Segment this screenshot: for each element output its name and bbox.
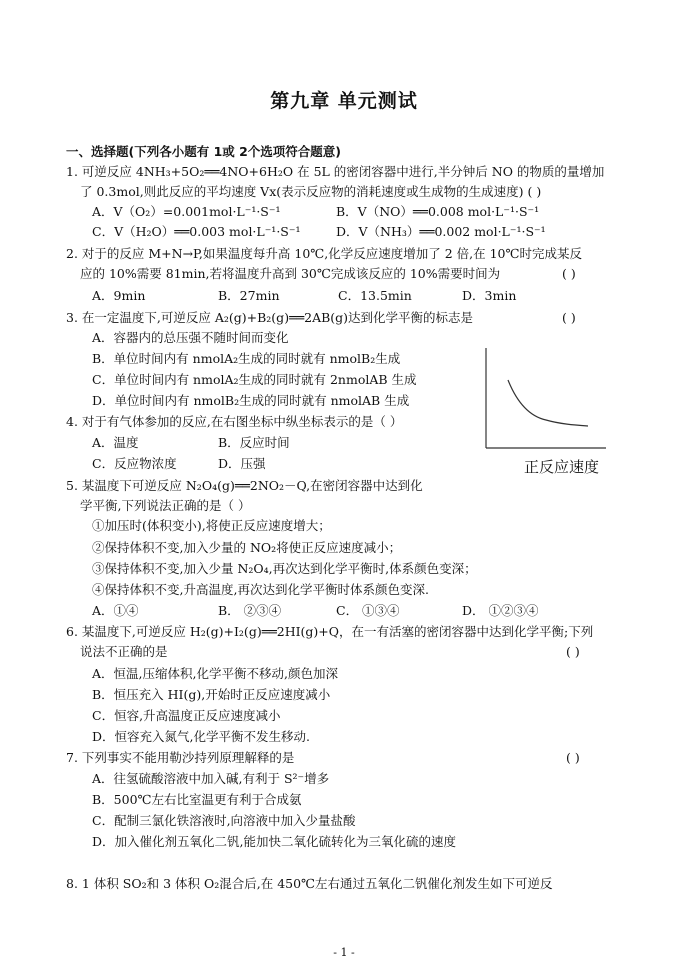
question-7-line-1: 7. 下列事实不能用勒沙持列原理解释的是 <box>66 750 295 765</box>
question-6-line-1: 6. 某温度下,可逆反应 H₂(g)+I₂(g)══2HI(g)+Q，在一有活塞的密闭容器中达到化学平衡;下列 <box>66 624 594 639</box>
rate-graph <box>478 344 608 456</box>
question-6-option-d: D．恒容充入氮气,化学平衡不发生移动. <box>92 729 310 744</box>
question-5-statement-3: ③保持体积不变,加入少量 N₂O₄,再次达到化学平衡时,体系颜色变深； <box>92 561 477 576</box>
question-5-option-b: B． ②③④ <box>218 603 282 618</box>
question-3-option-a: A．容器内的总压强不随时间而变化 <box>92 330 289 345</box>
graph-curve <box>508 380 588 426</box>
question-2-answer-paren: ( ) <box>562 266 576 281</box>
question-4-line-1: 4. 对于有气体参加的反应,在右图坐标中纵坐标表示的是（ ） <box>66 414 403 429</box>
question-2-option-d: D．3min <box>462 288 517 303</box>
question-6-option-a: A．恒温,压缩体积,化学平衡不移动,颜色加深 <box>92 666 338 681</box>
question-3-option-b: B．单位时间内有 nmolA₂生成的同时就有 nmolB₂生成 <box>92 351 401 366</box>
question-7-option-d: D．加入催化剂五氧化二钒,能加快二氧化硫转化为三氧化硫的速度 <box>92 834 456 849</box>
question-4-option-c: C．反应物浓度 <box>92 456 177 471</box>
question-5-option-d: D． ①②③④ <box>462 603 539 618</box>
question-4-option-a: A．温度 <box>92 435 139 450</box>
question-1-option-d: D．V（NH₃）══0.002 mol·L⁻¹·S⁻¹ <box>336 224 546 239</box>
question-3-option-c: C．单位时间内有 nmolA₂生成的同时就有 2nmolAB 生成 <box>92 372 417 387</box>
question-5-statement-2: ②保持体积不变,加入少量的 NO₂将使正反应速度减小； <box>92 540 402 555</box>
question-1-option-b: B．V（NO）══0.008 mol·L⁻¹·S⁻¹ <box>336 204 540 219</box>
question-7-option-a: A．往氢硫酸溶液中加入碱,有利于 S²⁻增多 <box>92 771 330 786</box>
question-5-line-1: 5. 某温度下可逆反应 N₂O₄(g)══2NO₂－Q,在密闭容器中达到化 <box>66 478 423 493</box>
question-3-line-1: 3. 在一定温度下,可逆反应 A₂(g)+B₂(g)══2AB(g)达到化学平衡的标志是 <box>66 310 474 325</box>
question-1-option-a: A．V（O₂）=0.001mol·L⁻¹·S⁻¹ <box>92 204 281 219</box>
question-1-option-c: C．V（H₂O）══0.003 mol·L⁻¹·S⁻¹ <box>92 224 301 239</box>
question-4-option-b: B．反应时间 <box>218 435 290 450</box>
question-6-line-2: 说法不正确的是 <box>80 644 168 659</box>
question-5-statement-1: ①加压时(体积变小),将使正反应速度增大； <box>92 518 331 533</box>
question-7-option-b: B．500℃左右比室温更有利于合成氨 <box>92 792 302 807</box>
question-6-option-b: B．恒压充入 HI(g),开始时正反应速度减小 <box>92 687 331 702</box>
question-2-line-1: 2. 对于的反应 M+N→P,如果温度每升高 10℃,化学反应速度增加了 2 倍,在 10℃时完成某反 <box>66 246 582 261</box>
question-6-answer-paren: ( ) <box>566 644 580 659</box>
question-3-option-d: D．单位时间内有 nmolB₂生成的同时就有 nmolAB 生成 <box>92 393 410 408</box>
question-1-line-2: 了 0.3mol,则此反应的平均速度 Vx(表示反应物的消耗速度或生成物的生成速度) ( ) <box>80 184 542 199</box>
question-7-answer-paren: ( ) <box>566 750 580 765</box>
question-4-option-d: D．压强 <box>218 456 266 471</box>
question-2-line-2: 应的 10%需要 81min,若将温度升高到 30℃完成该反应的 10%需要时间为 <box>80 266 501 281</box>
question-7-option-c: C．配制三氯化铁溶液时,向溶液中加入少量盐酸 <box>92 813 356 828</box>
question-1-line-1: 1. 可逆反应 4NH₃+5O₂══4NO+6H₂O 在 5L 的密闭容器中进行,半分钟后 NO 的物质的量增加 <box>66 164 605 179</box>
question-2-option-c: C．13.5min <box>338 288 412 303</box>
question-3-answer-paren: ( ) <box>562 310 576 325</box>
question-8-line-1: 8. 1 体积 SO₂和 3 体积 O₂混合后,在 450℃左右通过五氧化二钒催化剂发生如下可逆反 <box>66 876 553 891</box>
question-2-option-a: A．9min <box>92 288 146 303</box>
question-5-line-2: 学平衡,下列说法正确的是（ ） <box>80 498 251 513</box>
page-title: 第九章 单元测试 <box>270 90 418 112</box>
question-5-option-c: C． ①③④ <box>336 603 400 618</box>
question-5-statement-4: ④保持体积不变,升高温度,再次达到化学平衡时体系颜色变深. <box>92 582 429 597</box>
question-5-option-a: A．①④ <box>92 603 139 618</box>
question-2-option-b: B．27min <box>218 288 280 303</box>
section-heading: 一、选择题(下列各小题有 1或 2个选项符合题意) <box>66 144 342 159</box>
question-6-option-c: C．恒容,升高温度正反应速度减小 <box>92 708 281 723</box>
page-number: - 1 - <box>333 946 355 959</box>
graph-label: 正反应速度 <box>524 458 600 476</box>
